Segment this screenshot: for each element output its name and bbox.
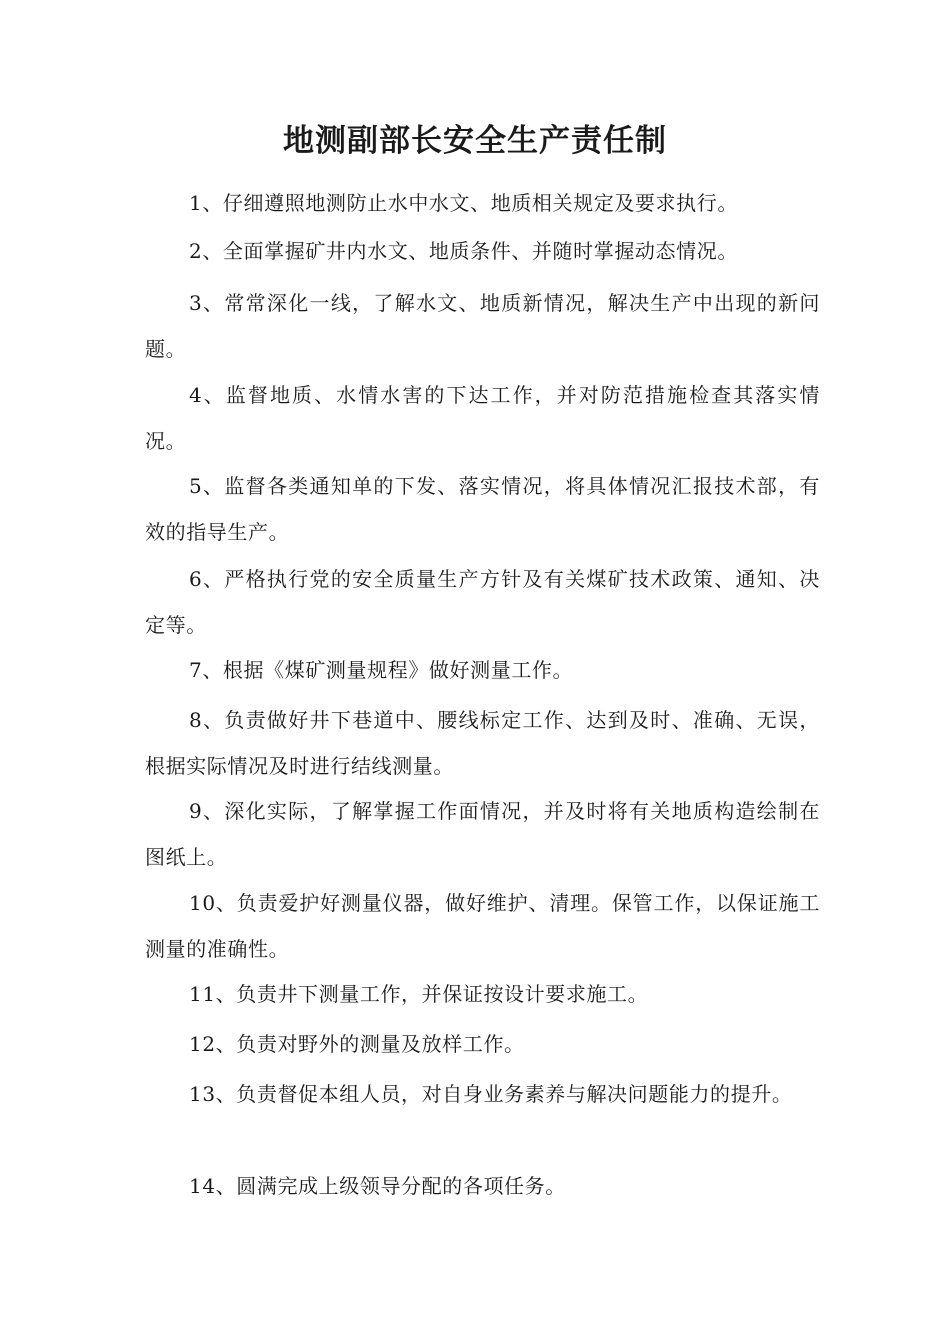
list-item: 12、负责对野外的测量及放样工作。 (189, 1032, 525, 1056)
list-item: 1、仔细遵照地测防止水中水文、地质相关规定及要求执行。 (189, 191, 738, 215)
list-item: 8、负责做好井下巷道中、腰线标定工作、达到及时、准确、无误，根据实际情况及时进行结线测量。 (145, 708, 820, 778)
list-item: 9、深化实际，了解掌握工作面情况，并及时将有关地质构造绘制在图纸上。 (145, 799, 820, 869)
list-item: 6、严格执行党的安全质量生产方针及有关煤矿技术政策、通知、决定等。 (145, 567, 820, 637)
list-item: 5、监督各类通知单的下发、落实情况，将具体情况汇报技术部，有效的指导生产。 (145, 474, 820, 544)
document-title: 地测副部长安全生产责任制 (283, 123, 667, 159)
list-item: 3、常常深化一线，了解水文、地质新情况，解决生产中出现的新问题。 (145, 291, 820, 361)
list-item: 4、监督地质、水情水害的下达工作，并对防范措施检查其落实情况。 (145, 383, 820, 453)
list-item: 11、负责井下测量工作，并保证按设计要求施工。 (189, 982, 649, 1006)
list-item: 13、负责督促本组人员，对自身业务素养与解决问题能力的提升。 (189, 1082, 793, 1106)
list-item: 7、根据《煤矿测量规程》做好测量工作。 (189, 658, 574, 682)
list-item: 10、负责爱护好测量仪器，做好维护、清理。保管工作，以保证施工测量的准确性。 (145, 891, 820, 961)
list-item: 2、全面掌握矿井内水文、地质条件、并随时掌握动态情况。 (189, 239, 738, 263)
list-item: 14、圆满完成上级领导分配的各项任务。 (189, 1174, 566, 1198)
